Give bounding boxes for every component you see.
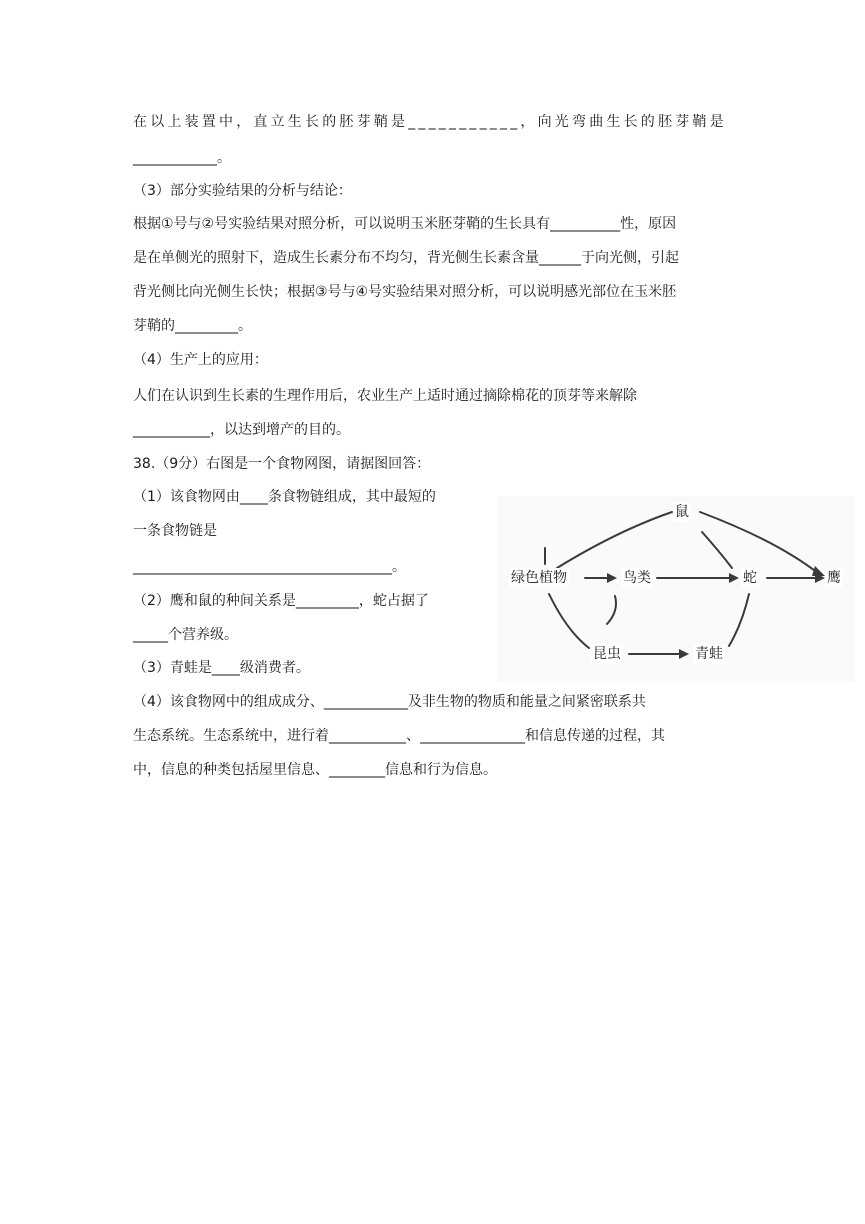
- question-38-heading: 38.（9分）右图是一个食物网图，请据图回答：: [133, 456, 431, 472]
- text-line: 中，信息的种类包括屋里信息、________信息和行为信息。: [133, 762, 497, 778]
- text-line: （3）青蛙是____级消费者。: [133, 660, 310, 676]
- text-line: 一条食物链是: [133, 523, 217, 539]
- text-line: 芽鞘的_________。: [133, 318, 252, 334]
- node-frog: 青蛙: [695, 646, 723, 662]
- text-line: 背光侧比向光侧生长快；根据③号与④号实验结果对照分析，可以说明感光部位在玉米胚: [133, 284, 677, 300]
- node-green-plant: 绿色植物: [511, 570, 567, 586]
- food-web-arrows: [497, 496, 855, 682]
- food-web-diagram: [497, 496, 855, 682]
- node-bird: 鸟类: [623, 570, 651, 586]
- text-line: （4）该食物网中的组成成分、____________及非生物的物质和能量之间紧密联系共: [133, 694, 646, 710]
- node-mouse: 鼠: [675, 504, 689, 520]
- text-line: （3）部分实验结果的分析与结论：: [133, 183, 352, 199]
- node-eagle: 鹰: [827, 570, 841, 586]
- text-line: _____________________________________。: [133, 559, 406, 575]
- text-line: （2）鹰和鼠的种间关系是_________，蛇占据了: [133, 593, 429, 609]
- text-line: 是在单侧光的照射下，造成生长素分布不均匀，背光侧生长素含量______于向光侧，引起: [133, 250, 679, 266]
- text-line: 根据①号与②号实验结果对照分析，可以说明玉米胚芽鞘的生长具有__________性，原因: [133, 216, 677, 232]
- text-line: ___________，以达到增产的目的。: [133, 422, 350, 438]
- text-line: ____________。: [133, 150, 231, 166]
- text-line: 在以上装置中，直立生长的胚芽鞘是___________，向光弯曲生长的胚芽鞘是: [133, 114, 727, 130]
- text-line: 生态系统。生态系统中，进行着___________、_______________和信息传递的过程，其: [133, 728, 665, 744]
- node-insect: 昆虫: [593, 646, 621, 662]
- text-line: （1）该食物网由____条食物链组成，其中最短的: [133, 489, 436, 505]
- text-line: _____个营养级。: [133, 627, 238, 643]
- node-snake: 蛇: [743, 570, 757, 586]
- text-line: 人们在认识到生长素的生理作用后，农业生产上适时通过摘除棉花的顶芽等来解除: [133, 388, 637, 404]
- text-line: （4）生产上的应用：: [133, 352, 268, 368]
